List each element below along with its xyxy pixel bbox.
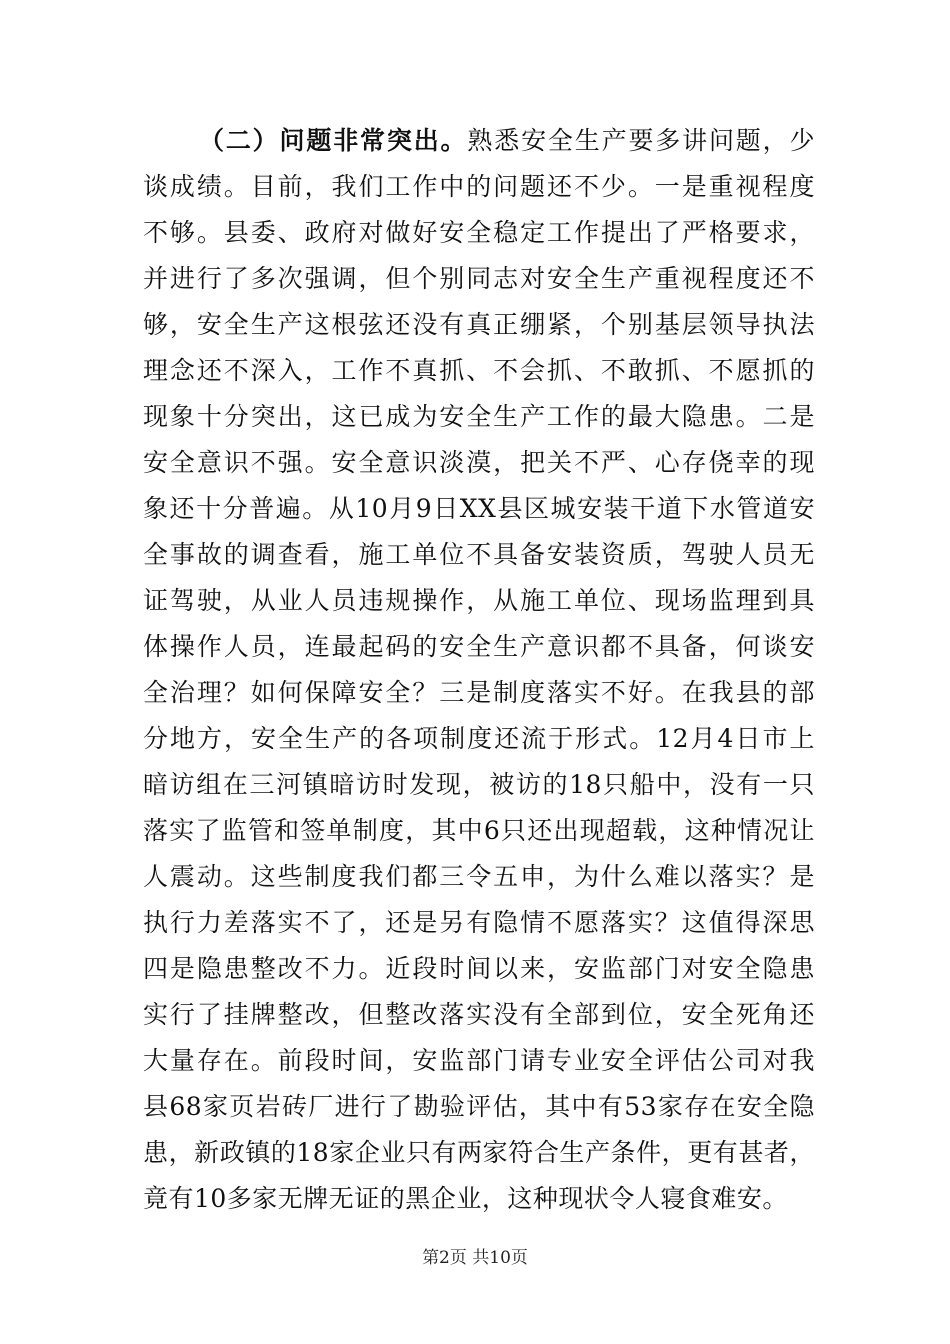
paragraph-line: 理念还不深入，工作不真抓、不会抓、不敢抓、不愿抓的 xyxy=(143,356,815,385)
paragraph-line: 竟有10多家无牌无证的黑企业，这种现状令人寝食难安。 xyxy=(143,1184,788,1213)
paragraph-line: 现象十分突出，这已成为安全生产工作的最大隐患。二是 xyxy=(143,402,815,431)
paragraph-line: 落实了监管和签单制度，其中6只还出现超载，这种情况让 xyxy=(143,816,815,845)
page-footer: 第2页 共10页 xyxy=(422,1248,528,1268)
paragraph-line: 谈成绩。目前，我们工作中的问题还不少。一是重视程度 xyxy=(143,172,815,201)
paragraph-line: 够，安全生产这根弦还没有真正绷紧，个别基层领导执法 xyxy=(143,310,815,339)
paragraph-line: 不够。县委、政府对做好安全稳定工作提出了严格要求， xyxy=(143,218,815,247)
paragraph-line: 实行了挂牌整改，但整改落实没有全部到位，安全死角还 xyxy=(143,1000,815,1029)
paragraph-line: 全治理？如何保障安全？三是制度落实不好。在我县的部 xyxy=(143,678,815,707)
paragraph-line: 大量存在。前段时间，安监部门请专业安全评估公司对我 xyxy=(143,1046,815,1075)
paragraph-line: 县68家页岩砖厂进行了勘验评估，其中有53家存在安全隐 xyxy=(143,1092,815,1121)
paragraph-line: 体操作人员，连最起码的安全生产意识都不具备，何谈安 xyxy=(143,632,815,661)
paragraph-line: 并进行了多次强调，但个别同志对安全生产重视程度还不 xyxy=(143,264,815,293)
paragraph-line: 分地方，安全生产的各项制度还流于形式。12月4日市上 xyxy=(143,724,815,753)
paragraph-line: 证驾驶，从业人员违规操作，从施工单位、现场监理到具 xyxy=(143,586,815,615)
paragraph-line: 执行力差落实不了，还是另有隐情不愿落实？这值得深思 xyxy=(143,908,815,937)
paragraph-line: 全事故的调查看，施工单位不具备安装资质，驾驶人员无 xyxy=(143,540,815,569)
paragraph-line: （二）问题非常突出。熟悉安全生产要多讲问题，少 xyxy=(199,126,815,155)
paragraph-line: 暗访组在三河镇暗访时发现，被访的18只船中，没有一只 xyxy=(143,770,815,799)
section-heading: （二）问题非常突出。 xyxy=(199,126,468,155)
paragraph-line: 人震动。这些制度我们都三令五申，为什么难以落实？是 xyxy=(143,862,815,891)
paragraph-line: 安全意识不强。安全意识淡漠，把关不严、心存侥幸的现 xyxy=(143,448,815,477)
body-paragraph xyxy=(143,118,815,1222)
paragraph-line: 象还十分普遍。从10月9日XX县区城安装干道下水管道安 xyxy=(143,494,815,523)
paragraph-line: 患，新政镇的18家企业只有两家符合生产条件，更有甚者， xyxy=(143,1138,815,1167)
paragraph-line: 四是隐患整改不力。近段时间以来，安监部门对安全隐患 xyxy=(143,954,815,983)
